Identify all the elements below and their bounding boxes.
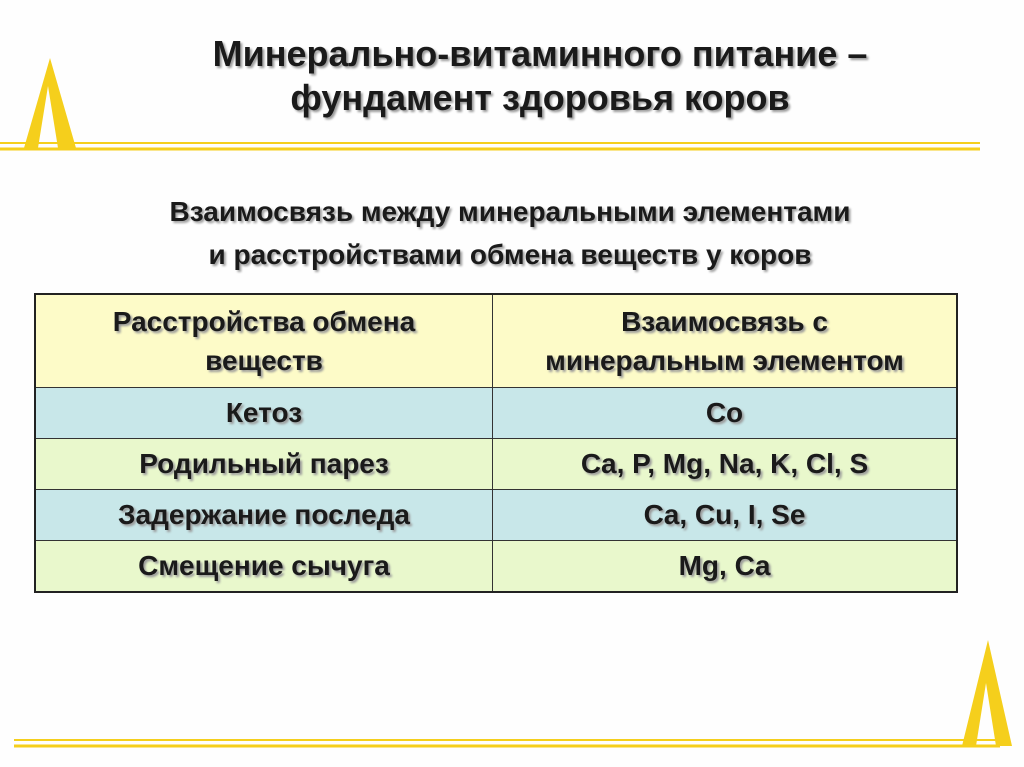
yellow-chevron-bottom-right <box>962 640 1012 746</box>
minerals-table <box>34 293 958 593</box>
table-header-row <box>35 294 957 388</box>
header-disorders-line-1: Расстройства обмена <box>112 306 416 337</box>
disorder-cell: Кетоз <box>35 388 493 439</box>
elements-cell: Ca, P, Mg, Na, K, Cl, S <box>493 439 958 490</box>
subtitle-line-2: и расстройствами обмена веществ у коров <box>208 239 812 270</box>
header-relation-line-2: минеральным элементом <box>545 345 904 376</box>
table-row <box>35 490 957 541</box>
title-line-2: фундамент здоровья коров <box>290 77 790 118</box>
slide-title <box>100 32 980 120</box>
table-row <box>35 541 957 593</box>
header-relation <box>493 294 958 388</box>
elements-cell: Ca, Cu, I, Se <box>493 490 958 541</box>
title-line-1: Минерально-витаминного питание – <box>212 33 868 74</box>
table-row <box>35 388 957 439</box>
disorder-cell: Задержание последа <box>35 490 493 541</box>
yellow-chevron-top-left <box>24 58 76 148</box>
disorder-cell: Родильный парез <box>35 439 493 490</box>
elements-cell: Mg, Ca <box>493 541 958 593</box>
elements-cell: Co <box>493 388 958 439</box>
slide-subtitle <box>40 190 980 276</box>
subtitle-line-1: Взаимосвязь между минеральными элементами <box>169 196 851 227</box>
table-row <box>35 439 957 490</box>
disorder-cell: Смещение сычуга <box>35 541 493 593</box>
header-disorders-line-2: веществ <box>205 345 323 376</box>
header-relation-line-1: Взаимосвязь с <box>621 306 828 337</box>
header-disorders <box>35 294 493 388</box>
